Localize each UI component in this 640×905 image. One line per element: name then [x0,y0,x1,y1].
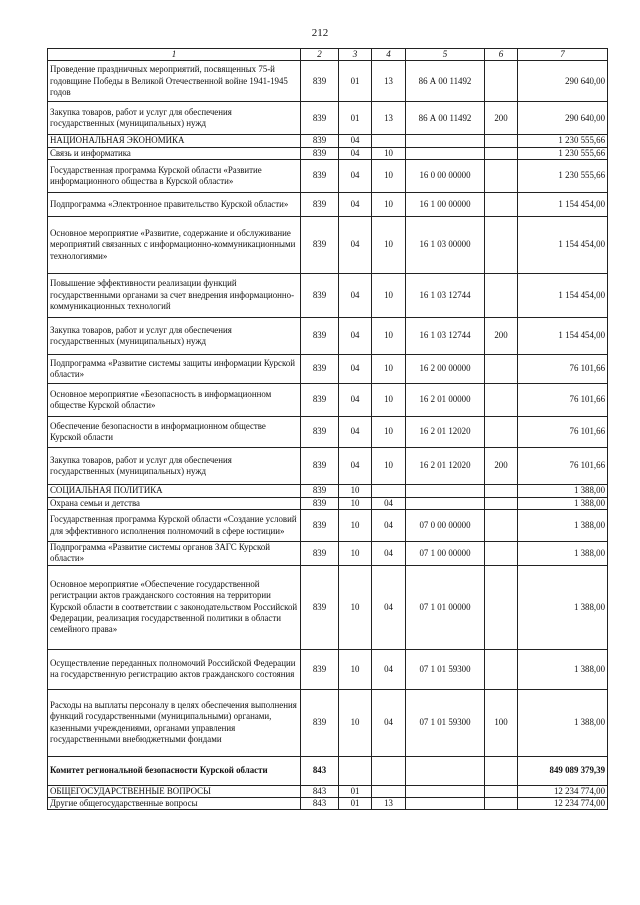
subsection-code-cell: 13 [372,798,406,810]
grbs-code-cell: 839 [301,216,339,273]
target-article-cell: 16 0 00 00000 [406,159,485,192]
amount-cell: 849 089 379,39 [518,756,608,785]
grbs-code-cell: 839 [301,497,339,509]
row-name-cell: Закупка товаров, работ и услуг для обеспечения государственных (муниципальных) нужд [48,447,301,484]
subsection-code-cell: 10 [372,383,406,416]
table-row [48,147,608,159]
expense-type-cell [485,542,518,566]
grbs-code-cell: 839 [301,192,339,216]
grbs-code-cell: 839 [301,61,339,102]
subsection-code-cell: 10 [372,354,406,383]
amount-cell: 12 234 774,00 [518,798,608,810]
expense-type-cell: 200 [485,102,518,135]
target-article-cell [406,798,485,810]
row-name-cell: Охрана семьи и детства [48,497,301,509]
target-article-cell [406,135,485,147]
target-article-cell [406,497,485,509]
expense-type-cell [485,798,518,810]
table-header-row [48,49,608,61]
grbs-code-cell: 839 [301,542,339,566]
expense-type-cell [485,147,518,159]
subsection-code-cell: 10 [372,159,406,192]
grbs-code-cell: 839 [301,317,339,354]
target-article-cell: 86 А 00 11492 [406,102,485,135]
row-name-cell: Основное мероприятие «Безопасность в информационном обществе Курской области» [48,383,301,416]
expense-type-cell [485,484,518,497]
subsection-code-cell [372,484,406,497]
expense-type-cell [485,756,518,785]
column-header: 1 [48,49,301,61]
expense-type-cell [485,510,518,542]
amount-cell: 1 154 454,00 [518,192,608,216]
expense-type-cell [485,497,518,509]
amount-cell: 1 388,00 [518,565,608,649]
section-code-cell: 10 [339,542,372,566]
section-code-cell: 04 [339,273,372,317]
table-row [48,756,608,785]
row-name-cell: ОБЩЕГОСУДАРСТВЕННЫЕ ВОПРОСЫ [48,785,301,797]
grbs-code-cell: 843 [301,798,339,810]
subsection-code-cell: 10 [372,416,406,447]
section-code-cell: 04 [339,354,372,383]
section-code-cell: 01 [339,61,372,102]
section-code-cell: 10 [339,689,372,756]
amount-cell: 1 388,00 [518,497,608,509]
row-name-cell: Подпрограмма «Электронное правительство Курской области» [48,192,301,216]
row-name-cell: НАЦИОНАЛЬНАЯ ЭКОНОМИКА [48,135,301,147]
subsection-code-cell: 10 [372,192,406,216]
grbs-code-cell: 839 [301,649,339,689]
table-row [48,484,608,497]
row-name-cell: Основное мероприятие «Развитие, содержание и обслуживание мероприятий связанных с информационно-коммуникационными технологиями» [48,216,301,273]
budget-table [47,48,608,810]
subsection-code-cell: 13 [372,102,406,135]
row-name-cell: Обеспечение безопасности в информационном обществе Курской области [48,416,301,447]
grbs-code-cell: 839 [301,510,339,542]
row-name-cell: Закупка товаров, работ и услуг для обеспечения государственных (муниципальных) нужд [48,317,301,354]
section-code-cell: 10 [339,649,372,689]
target-article-cell: 16 1 03 00000 [406,216,485,273]
table-row [48,192,608,216]
page-number: 212 [311,27,329,39]
expense-type-cell [485,649,518,689]
section-code-cell: 10 [339,484,372,497]
amount-cell: 12 234 774,00 [518,785,608,797]
table-row [48,565,608,649]
row-name-cell: Подпрограмма «Развитие системы защиты информации Курской области» [48,354,301,383]
column-header: 2 [301,49,339,61]
table-row [48,102,608,135]
grbs-code-cell: 843 [301,756,339,785]
target-article-cell: 16 1 00 00000 [406,192,485,216]
section-code-cell: 01 [339,785,372,797]
amount-cell: 1 388,00 [518,542,608,566]
section-code-cell: 04 [339,135,372,147]
target-article-cell: 07 1 01 59300 [406,649,485,689]
grbs-code-cell: 839 [301,159,339,192]
expense-type-cell [485,273,518,317]
table-row [48,785,608,797]
row-name-cell: Связь и информатика [48,147,301,159]
target-article-cell: 16 2 01 00000 [406,383,485,416]
grbs-code-cell: 839 [301,383,339,416]
amount-cell: 76 101,66 [518,447,608,484]
subsection-code-cell [372,135,406,147]
subsection-code-cell: 10 [372,447,406,484]
target-article-cell: 07 0 00 00000 [406,510,485,542]
expense-type-cell [485,565,518,649]
amount-cell: 1 388,00 [518,689,608,756]
target-article-cell: 07 1 01 59300 [406,689,485,756]
row-name-cell: Другие общегосударственные вопросы [48,798,301,810]
expense-type-cell [485,192,518,216]
section-code-cell: 04 [339,317,372,354]
section-code-cell: 04 [339,147,372,159]
grbs-code-cell: 839 [301,135,339,147]
subsection-code-cell: 04 [372,510,406,542]
table-row [48,383,608,416]
column-header: 5 [406,49,485,61]
table-row [48,273,608,317]
section-code-cell: 04 [339,447,372,484]
amount-cell: 76 101,66 [518,416,608,447]
column-header: 4 [372,49,406,61]
amount-cell: 1 388,00 [518,484,608,497]
target-article-cell [406,484,485,497]
subsection-code-cell: 10 [372,216,406,273]
subsection-code-cell: 04 [372,565,406,649]
table-row [48,317,608,354]
subsection-code-cell: 13 [372,61,406,102]
section-code-cell: 10 [339,565,372,649]
amount-cell: 290 640,00 [518,61,608,102]
section-code-cell: 04 [339,192,372,216]
section-code-cell: 10 [339,497,372,509]
amount-cell: 1 154 454,00 [518,273,608,317]
expense-type-cell [485,135,518,147]
expense-type-cell: 200 [485,447,518,484]
expense-type-cell [485,354,518,383]
amount-cell: 1 388,00 [518,649,608,689]
grbs-code-cell: 839 [301,273,339,317]
expense-type-cell [485,383,518,416]
target-article-cell: 86 А 00 11492 [406,61,485,102]
row-name-cell: Закупка товаров, работ и услуг для обеспечения государственных (муниципальных) нужд [48,102,301,135]
amount-cell: 76 101,66 [518,354,608,383]
expense-type-cell [485,216,518,273]
table-row [48,354,608,383]
column-header: 6 [485,49,518,61]
row-name-cell: Основное мероприятие «Обеспечение государственной регистрации актов гражданского состояния на территории Курской области в соответствии с законодательством Российской Федерации, реализация государственной политики в области семейного права» [48,565,301,649]
table-row [48,542,608,566]
target-article-cell [406,756,485,785]
grbs-code-cell: 843 [301,785,339,797]
grbs-code-cell: 839 [301,565,339,649]
column-header: 7 [518,49,608,61]
amount-cell: 1 230 555,66 [518,135,608,147]
table-row [48,159,608,192]
target-article-cell: 16 1 03 12744 [406,273,485,317]
target-article-cell: 16 1 03 12744 [406,317,485,354]
table-row [48,649,608,689]
section-code-cell: 01 [339,798,372,810]
target-article-cell: 16 2 01 12020 [406,447,485,484]
table-row [48,510,608,542]
expense-type-cell [485,159,518,192]
grbs-code-cell: 839 [301,147,339,159]
amount-cell: 1 154 454,00 [518,317,608,354]
section-code-cell [339,756,372,785]
row-name-cell: СОЦИАЛЬНАЯ ПОЛИТИКА [48,484,301,497]
target-article-cell [406,147,485,159]
subsection-code-cell: 04 [372,497,406,509]
amount-cell: 1 154 454,00 [518,216,608,273]
row-name-cell: Проведение праздничных мероприятий, посвященных 75-й годовщине Победы в Великой Отечественной войне 1941-1945 годов [48,61,301,102]
subsection-code-cell: 04 [372,542,406,566]
section-code-cell: 04 [339,216,372,273]
grbs-code-cell: 839 [301,354,339,383]
target-article-cell: 07 1 01 00000 [406,565,485,649]
section-code-cell: 01 [339,102,372,135]
section-code-cell: 04 [339,159,372,192]
subsection-code-cell: 10 [372,273,406,317]
row-name-cell: Государственная программа Курской области «Создание условий для эффективного исполнения полномочий в сфере юстиции» [48,510,301,542]
subsection-code-cell: 10 [372,147,406,159]
row-name-cell: Государственная программа Курской области «Развитие информационного общества в Курской области» [48,159,301,192]
amount-cell: 1 388,00 [518,510,608,542]
subsection-code-cell [372,756,406,785]
expense-type-cell [485,785,518,797]
table-row [48,135,608,147]
expense-type-cell: 100 [485,689,518,756]
section-code-cell: 04 [339,383,372,416]
grbs-code-cell: 839 [301,102,339,135]
amount-cell: 1 230 555,66 [518,147,608,159]
amount-cell: 1 230 555,66 [518,159,608,192]
row-name-cell: Подпрограмма «Развитие системы органов ЗАГС Курской области» [48,542,301,566]
grbs-code-cell: 839 [301,484,339,497]
column-header: 3 [339,49,372,61]
target-article-cell: 16 2 00 00000 [406,354,485,383]
subsection-code-cell: 04 [372,689,406,756]
target-article-cell: 16 2 01 12020 [406,416,485,447]
row-name-cell: Осуществление переданных полномочий Российской Федерации на государственную регистрацию актов гражданского состояния [48,649,301,689]
expense-type-cell [485,61,518,102]
table-row [48,689,608,756]
table-row [48,447,608,484]
table-row [48,497,608,509]
table-row [48,61,608,102]
expense-type-cell [485,416,518,447]
grbs-code-cell: 839 [301,689,339,756]
subsection-code-cell [372,785,406,797]
section-code-cell: 10 [339,510,372,542]
row-name-cell: Расходы на выплаты персоналу в целях обеспечения выполнения функций государственными (муниципальными) органами, казенными учреждениями, органами управления государственными внебюджетными фондами [48,689,301,756]
amount-cell: 290 640,00 [518,102,608,135]
subsection-code-cell: 10 [372,317,406,354]
target-article-cell [406,785,485,797]
table-row [48,798,608,810]
grbs-code-cell: 839 [301,447,339,484]
amount-cell: 76 101,66 [518,383,608,416]
table-row [48,216,608,273]
row-name-cell: Комитет региональной безопасности Курской области [48,756,301,785]
expense-type-cell: 200 [485,317,518,354]
section-code-cell: 04 [339,416,372,447]
grbs-code-cell: 839 [301,416,339,447]
subsection-code-cell: 04 [372,649,406,689]
target-article-cell: 07 1 00 00000 [406,542,485,566]
table-row [48,416,608,447]
row-name-cell: Повышение эффективности реализации функций государственными органами за счет внедрения информационно-коммуникационных технологий [48,273,301,317]
